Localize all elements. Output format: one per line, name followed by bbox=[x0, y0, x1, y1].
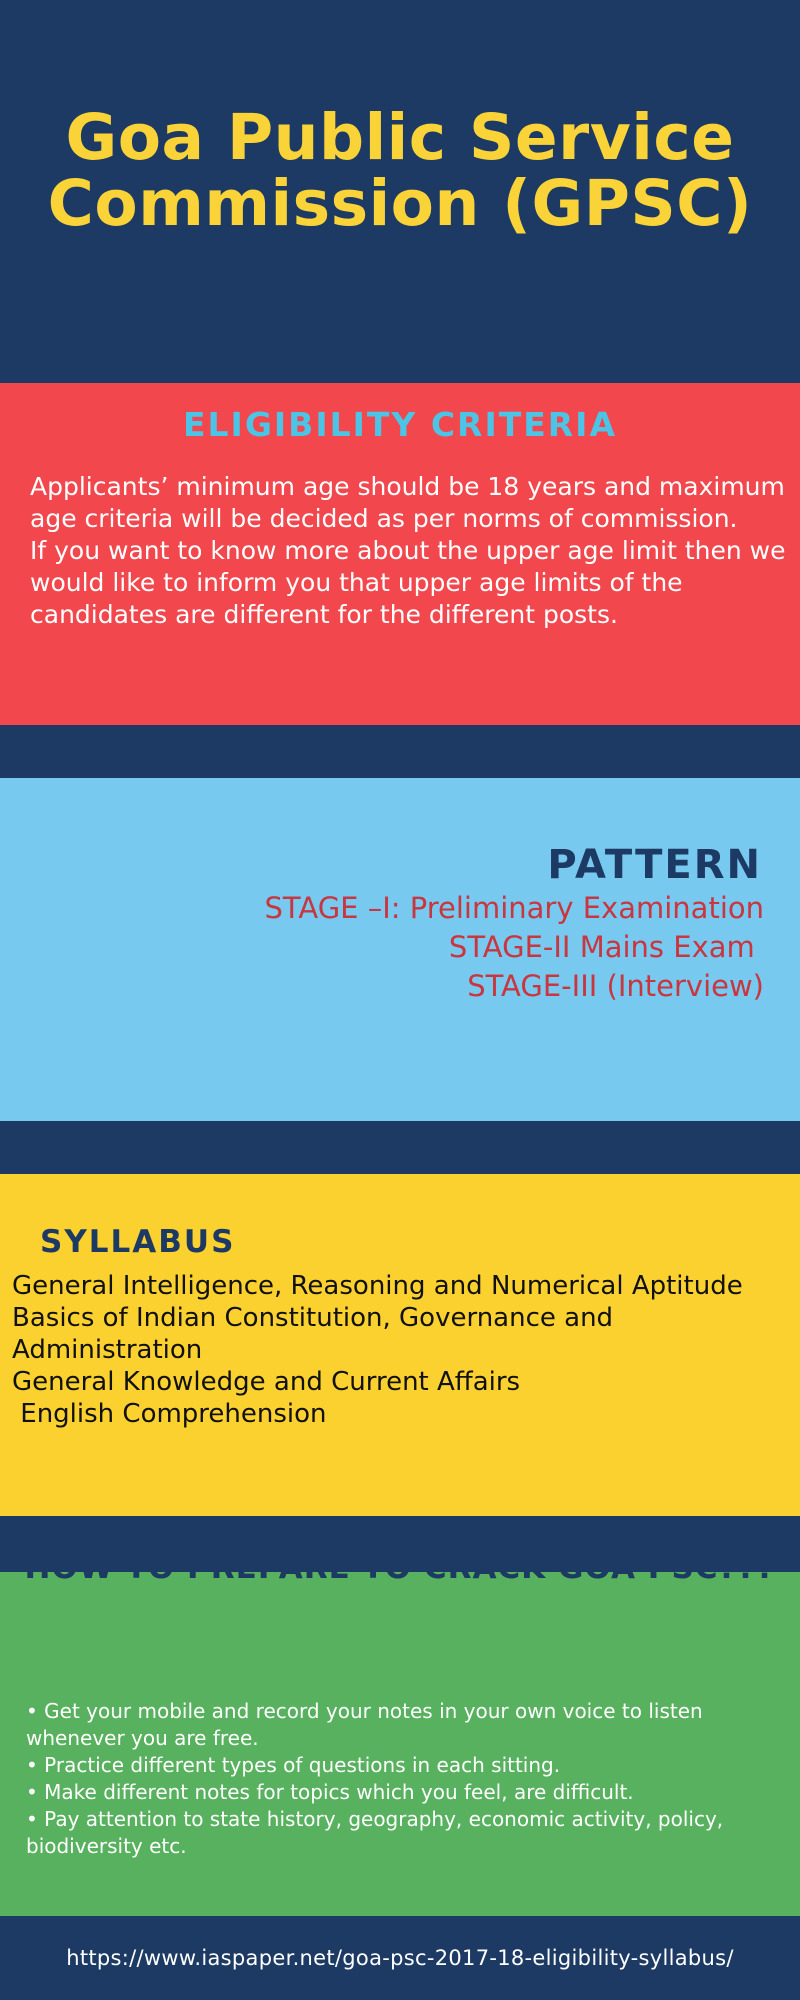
page-title: Goa Public Service Commission (GPSC) bbox=[47, 101, 753, 240]
pattern-heading: PATTERN bbox=[547, 842, 762, 888]
syllabus-item: General Intelligence, Reasoning and Numerical Aptitude bbox=[12, 1271, 743, 1301]
preparation-tip: • Get your mobile and record your notes in your own voice to listen whenever you are free. bbox=[26, 1699, 703, 1750]
eligibility-text: Applicants’ minimum age should be 18 years and maximum age criteria will be decided as per norms of commission. If you want to know more about the upper age limit then we would like to inform you that upper age limits of the candidates are different for the different posts. bbox=[30, 472, 786, 629]
preparation-tips-list bbox=[26, 1698, 786, 1860]
footer-section bbox=[0, 1916, 800, 2000]
source-url: https://www.iaspaper.net/goa-psc-2017-18-eligibility-syllabus/ bbox=[66, 1946, 734, 1970]
syllabus-item: Administration bbox=[12, 1335, 203, 1365]
preparation-section bbox=[0, 1550, 800, 1916]
preparation-tip: • Pay attention to state history, geography, economic activity, policy, biodiversity etc. bbox=[26, 1807, 724, 1858]
syllabus-heading: SYLLABUS bbox=[40, 1224, 236, 1260]
preparation-tip: • Make different notes for topics which you feel, are difficult. bbox=[26, 1780, 634, 1804]
eligibility-heading: ELIGIBILITY CRITERIA bbox=[182, 405, 618, 444]
syllabus-item: General Knowledge and Current Affairs bbox=[12, 1367, 521, 1397]
pattern-stage: STAGE-III (Interview) bbox=[467, 969, 764, 1003]
syllabus-section bbox=[0, 1174, 800, 1516]
title-section bbox=[0, 0, 800, 383]
preparation-heading: HOW TO PREPARE TO CRACK GOA PSC??? bbox=[24, 1550, 776, 1586]
pattern-stage: STAGE –I: Preliminary Examination bbox=[264, 891, 764, 925]
preparation-tip: • Practice different types of questions in each sitting. bbox=[26, 1753, 561, 1777]
eligibility-section bbox=[0, 383, 800, 725]
pattern-stage: STAGE-II Mains Exam bbox=[448, 930, 764, 964]
syllabus-item: Basics of Indian Constitution, Governance and bbox=[12, 1303, 614, 1333]
pattern-section bbox=[0, 778, 800, 1121]
pattern-stage-list bbox=[265, 889, 765, 1006]
syllabus-item: English Comprehension bbox=[12, 1399, 327, 1429]
syllabus-list bbox=[12, 1270, 743, 1430]
